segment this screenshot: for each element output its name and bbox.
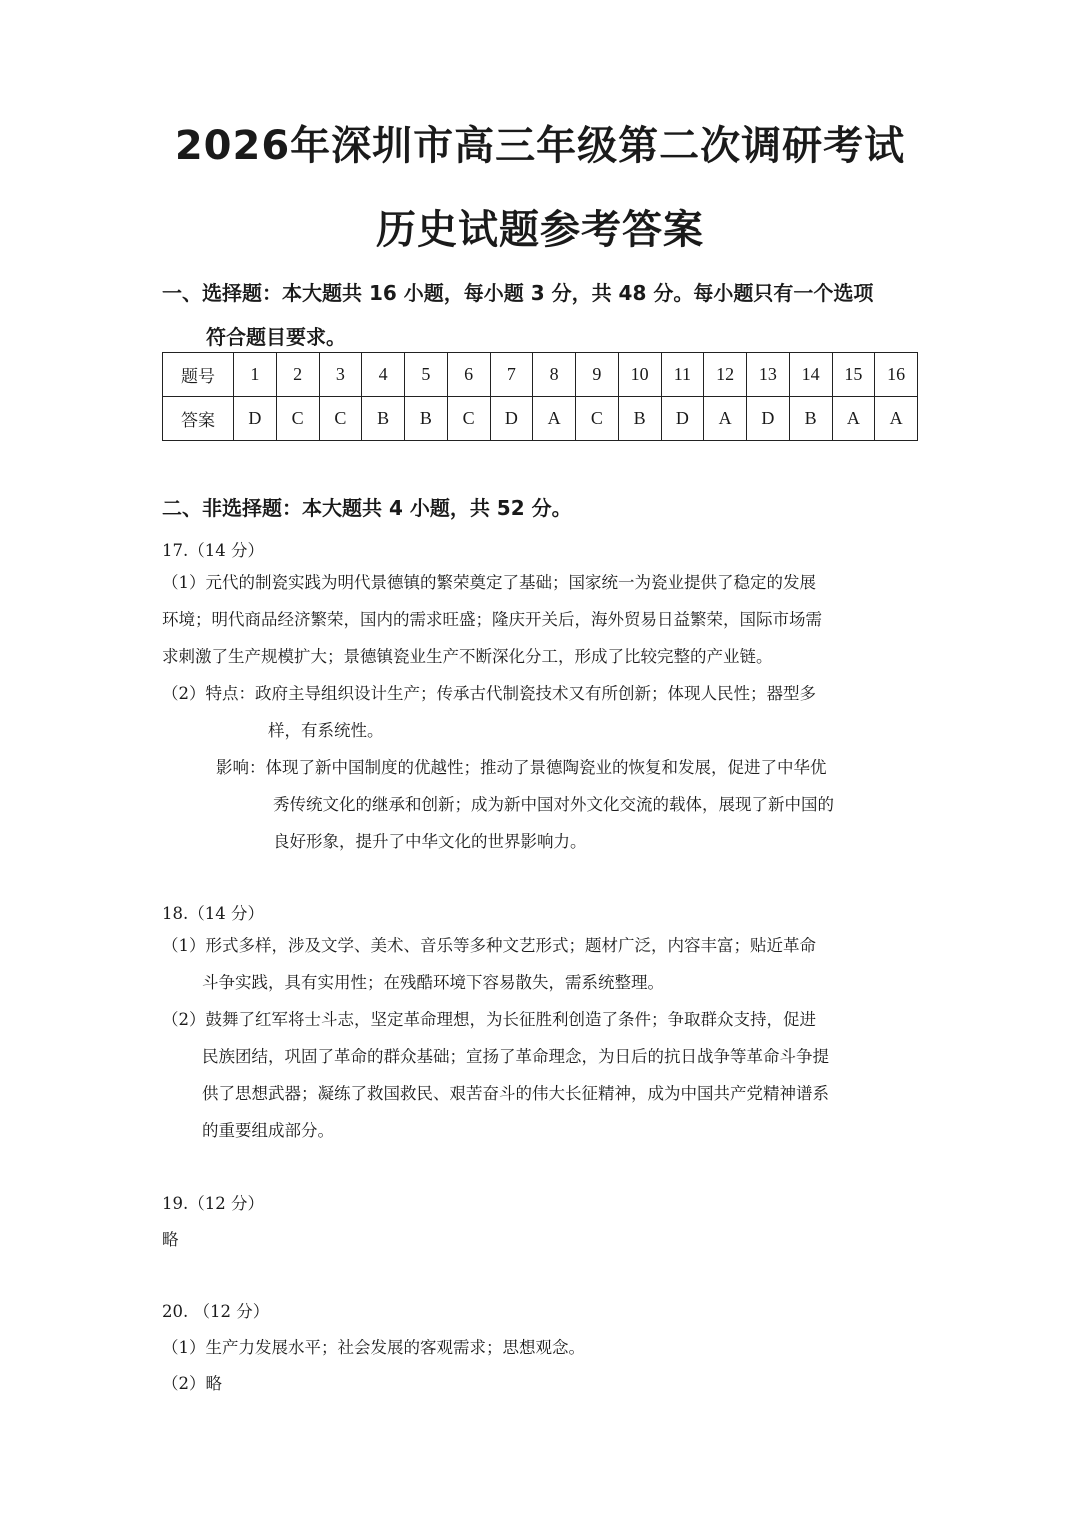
q17-header: 17.（14 分） (162, 541, 264, 560)
section1-heading-cont: 符合题目要求。 (206, 325, 346, 349)
text-line: 影响：体现了新中国制度的优越性；推动了景德陶瓷业的恢复和发展，促进了中华优 (216, 758, 827, 777)
question-number: 1 (234, 353, 277, 397)
answer-cell: B (789, 397, 832, 441)
text-line: （2）特点：政府主导组织设计生产；传承古代制瓷技术又有所创新；体现人民性；器型多 (162, 684, 816, 703)
number-row (163, 353, 918, 397)
text-line: （2）鼓舞了红军将士斗志，坚定革命理想，为长征胜利创造了条件；争取群众支持，促进 (162, 1010, 816, 1029)
q18-part2 (162, 1001, 829, 1149)
answer-cell: D (490, 397, 533, 441)
number-row-label: 题号 (163, 353, 234, 397)
answer-cell: A (875, 397, 918, 441)
question-number: 7 (490, 353, 533, 397)
text-line: 的重要组成部分。 (202, 1121, 334, 1140)
answer-row (163, 397, 918, 441)
answer-cell: B (618, 397, 661, 441)
q17-part2-impact (216, 749, 834, 860)
question-number: 16 (875, 353, 918, 397)
answer-cell: A (533, 397, 576, 441)
page-title: 2026年深圳市高三年级第二次调研考试 (174, 123, 906, 169)
question-number: 11 (661, 353, 704, 397)
question-number: 12 (704, 353, 747, 397)
question-number: 8 (533, 353, 576, 397)
answer-table (162, 352, 918, 441)
question-number: 2 (276, 353, 319, 397)
section1-heading: 一、选择题：本大题共 16 小题，每小题 3 分，共 48 分。每小题只有一个选项 (162, 281, 874, 305)
q20-part2: （2）略 (162, 1374, 222, 1393)
answer-cell: C (319, 397, 362, 441)
q18-part1 (162, 927, 816, 1001)
text-line: 样，有系统性。 (268, 721, 384, 740)
q17-part1 (162, 564, 822, 675)
text-line: （1）元代的制瓷实践为明代景德镇的繁荣奠定了基础；国家统一为瓷业提供了稳定的发展 (162, 573, 816, 592)
q19-header: 19.（12 分） (162, 1194, 264, 1213)
answer-cell: C (276, 397, 319, 441)
q20-part1: （1）生产力发展水平；社会发展的客观需求；思想观念。 (162, 1338, 585, 1357)
text-line: （1）形式多样，涉及文学、美术、音乐等多种文艺形式；题材广泛，内容丰富；贴近革命 (162, 936, 816, 955)
answer-cell: B (362, 397, 405, 441)
text-line: 民族团结，巩固了革命的群众基础；宣扬了革命理念，为日后的抗日战争等革命斗争提 (202, 1047, 829, 1066)
question-number: 4 (362, 353, 405, 397)
answer-cell: A (832, 397, 875, 441)
text-line: 供了思想武器；凝练了救国救民、艰苦奋斗的伟大长征精神，成为中国共产党精神谱系 (202, 1084, 829, 1103)
section2-heading: 二、非选择题：本大题共 4 小题，共 52 分。 (162, 496, 572, 520)
text-line: 环境；明代商品经济繁荣，国内的需求旺盛；隆庆开关后，海外贸易日益繁荣，国际市场需 (162, 610, 822, 629)
question-number: 14 (789, 353, 832, 397)
answer-cell: D (234, 397, 277, 441)
question-number: 9 (576, 353, 619, 397)
question-number: 13 (747, 353, 790, 397)
question-number: 10 (618, 353, 661, 397)
question-number: 3 (319, 353, 362, 397)
q18-header: 18.（14 分） (162, 904, 264, 923)
answer-cell: C (576, 397, 619, 441)
answer-cell: D (747, 397, 790, 441)
question-number: 5 (405, 353, 448, 397)
text-line: 秀传统文化的继承和创新；成为新中国对外文化交流的载体，展现了新中国的 (273, 795, 834, 814)
text-line: 良好形象，提升了中华文化的世界影响力。 (273, 832, 587, 851)
answer-cell: B (405, 397, 448, 441)
q20-header: 20. （12 分） (162, 1302, 270, 1321)
answer-cell: D (661, 397, 704, 441)
q19-body: 略 (162, 1230, 179, 1249)
text-line: 求刺激了生产规模扩大；景德镇瓷业生产不断深化分工，形成了比较完整的产业链。 (162, 647, 773, 666)
q17-part2 (162, 675, 816, 749)
text-line: 斗争实践，具有实用性；在残酷环境下容易散失，需系统整理。 (202, 973, 664, 992)
answer-cell: C (447, 397, 490, 441)
question-number: 6 (447, 353, 490, 397)
answer-cell: A (704, 397, 747, 441)
page-subtitle: 历史试题参考答案 (376, 207, 704, 253)
answer-row-label: 答案 (163, 397, 234, 441)
question-number: 15 (832, 353, 875, 397)
